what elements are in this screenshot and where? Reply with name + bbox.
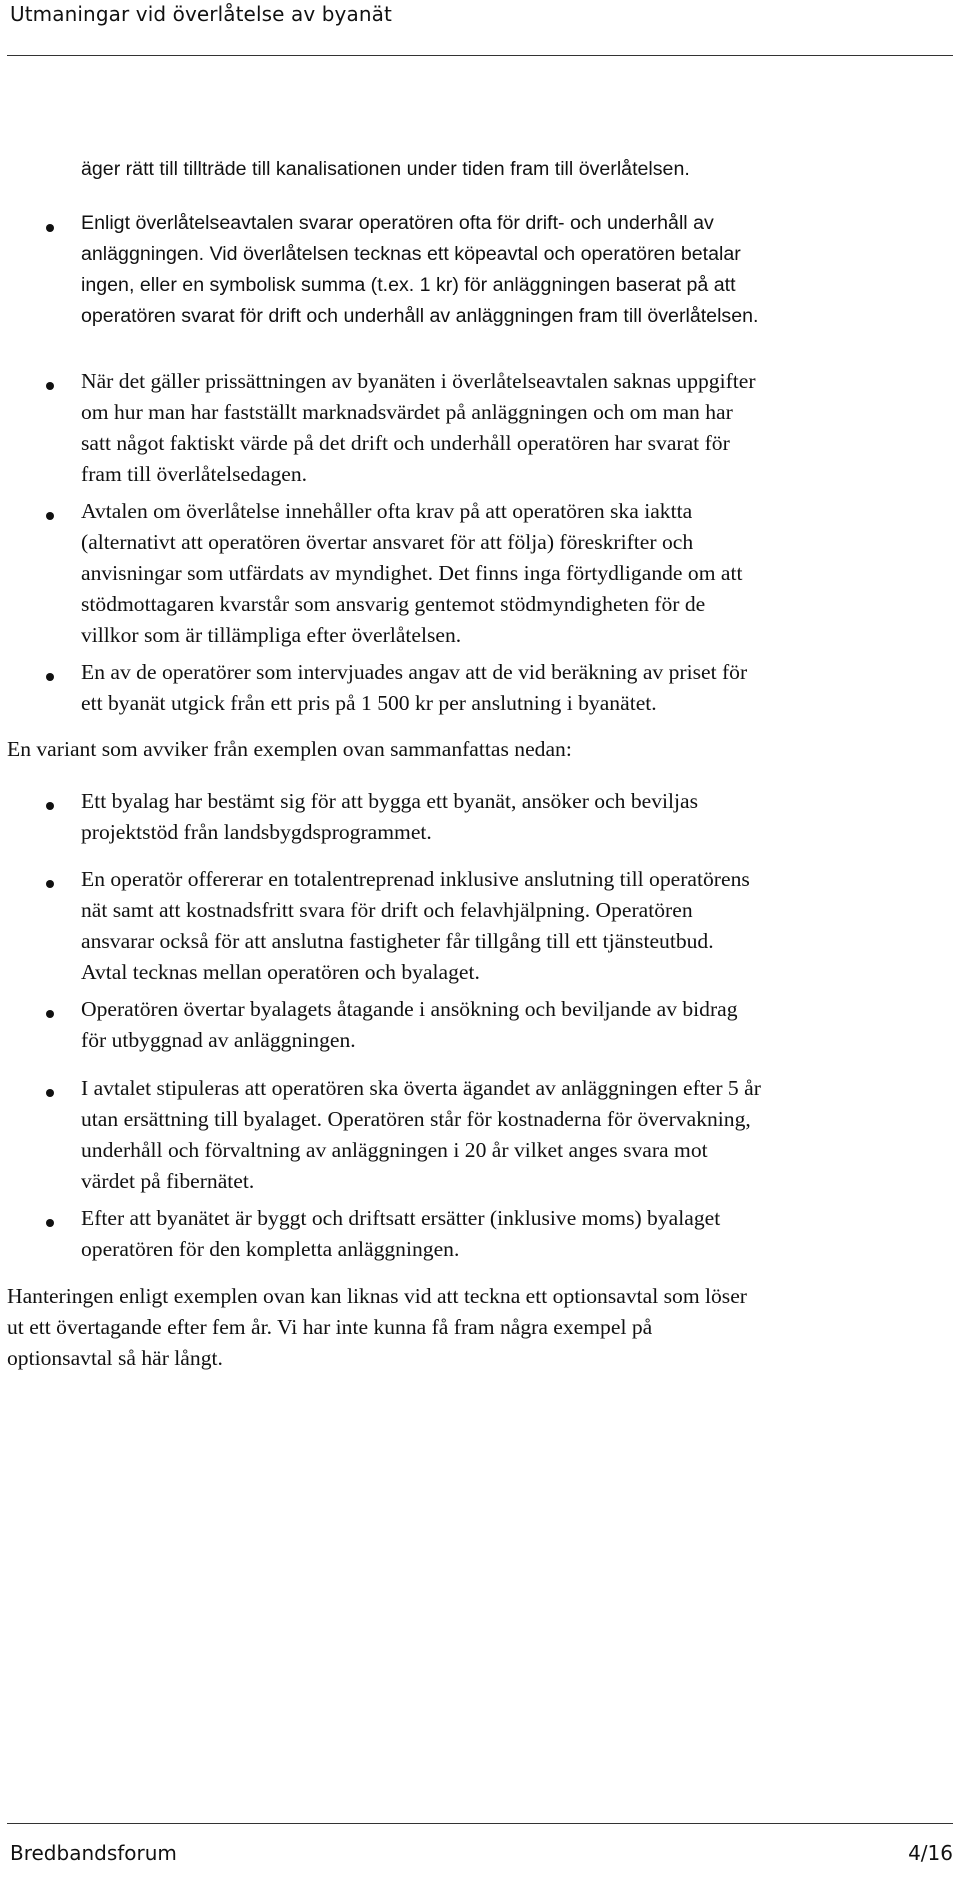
bullet-icon [46, 1089, 54, 1097]
text-line: Operatören övertar byalagets åtagande i ansökning och beviljande av bidrag [81, 997, 738, 1021]
page-footer [7, 1823, 953, 1879]
bullet-icon [46, 802, 54, 810]
text-line: stödmottagaren kvarstår som ansvarig gentemot stödmyndigheten för de [81, 592, 706, 616]
text-line: utan ersättning till byalaget. Operatören står för kostnaderna för övervakning, [81, 1107, 751, 1131]
continuation-paragraph [81, 154, 690, 185]
text-line: anläggningen. Vid överlåtelsen tecknas ett köpeavtal och operatören betalar [81, 243, 741, 265]
text-line: operatören svarat för drift och underhåll av anläggningen fram till överlåtelsen. [81, 305, 759, 327]
page-header [7, 0, 953, 56]
list-item [81, 994, 738, 1056]
bullet-icon [46, 1010, 54, 1018]
text-line: underhåll och förvaltning av anläggningen i 20 år vilket anges svara mot [81, 1138, 708, 1162]
text-line: En av de operatörer som intervjuades angav att de vid beräkning av priset för [81, 660, 748, 684]
text-line: I avtalet stipuleras att operatören ska överta ägandet av anläggningen efter 5 år [81, 1076, 761, 1100]
intro-paragraph [7, 734, 572, 765]
list-item [81, 786, 698, 848]
text-line: ut ett övertagande efter fem år. Vi har inte kunna få fram några exempel på [7, 1315, 653, 1339]
text-line: Avtalen om överlåtelse innehåller ofta krav på att operatören ska iaktta [81, 499, 693, 523]
text-line: En operatör offererar en totalentreprenad inklusive anslutning till operatörens [81, 867, 750, 891]
text-line: ett byanät utgick från ett pris på 1 500 kr per anslutning i byanätet. [81, 691, 657, 715]
list-item [81, 657, 747, 719]
text-line: Enligt överlåtelseavtalen svarar operatören ofta för drift- och underhåll av [81, 212, 714, 234]
text-line: om hur man har fastställt marknadsvärdet på anläggningen och om man har [81, 400, 733, 424]
text-line: satt något faktiskt värde på det drift och underhåll operatören har svarat för [81, 431, 730, 455]
list-item [81, 1203, 720, 1265]
list-item [81, 864, 750, 988]
text-line: Hanteringen enligt exemplen ovan kan liknas vid att teckna ett optionsavtal som löser [7, 1284, 747, 1308]
text-line: operatören för den kompletta anläggningen. [81, 1237, 460, 1261]
text-line: ansvarar också för att anslutna fastigheter får tillgång till ett tjänsteutbud. [81, 929, 714, 953]
text-line: äger rätt till tillträde till kanalisationen under tiden fram till överlåtelsen. [81, 158, 690, 180]
text-line: optionsavtal så här långt. [7, 1346, 223, 1370]
bullet-icon [46, 880, 54, 888]
text-line: värdet på fibernätet. [81, 1169, 255, 1193]
text-line: nät samt att kostnadsfritt svara för drift och felavhjälpning. Operatören [81, 898, 693, 922]
text-line: för utbyggnad av anläggningen. [81, 1028, 356, 1052]
text-line: (alternativt att operatören övertar ansvaret för att följa) föreskrifter och [81, 530, 694, 554]
list-item [81, 366, 756, 490]
text-line: När det gäller prissättningen av byanäten i överlåtelseavtalen saknas uppgifter [81, 369, 756, 393]
text-line: anvisningar som utfärdats av myndighet. Det finns inga förtydligande om att [81, 561, 743, 585]
text-line: ingen, eller en symbolisk summa (t.ex. 1 kr) för anläggningen baserat på att [81, 274, 736, 296]
list-item [81, 208, 758, 332]
footer-organization: Bredbandsforum [10, 1841, 177, 1865]
text-line: Ett byalag har bestämt sig för att bygga ett byanät, ansöker och beviljas [81, 789, 699, 813]
text-line: projektstöd från landsbygdsprogrammet. [81, 820, 432, 844]
list-item [81, 496, 742, 651]
bullet-icon [46, 1219, 54, 1227]
page-number: 4/16 [908, 1841, 953, 1865]
text-line: Efter att byanätet är byggt och driftsatt ersätter (inklusive moms) byalaget [81, 1206, 721, 1230]
bullet-icon [46, 224, 54, 232]
document-title: Utmaningar vid överlåtelse av byanät [10, 2, 392, 26]
text-line: En variant som avviker från exemplen ovan sammanfattas nedan: [7, 737, 572, 761]
bullet-icon [46, 382, 54, 390]
text-line: Avtal tecknas mellan operatören och byalaget. [81, 960, 480, 984]
list-item [81, 1073, 761, 1197]
closing-paragraph [7, 1281, 747, 1374]
bullet-icon [46, 512, 54, 520]
bullet-icon [46, 673, 54, 681]
text-line: villkor som är tillämpliga efter överlåtelsen. [81, 623, 462, 647]
text-line: fram till överlåtelsedagen. [81, 462, 308, 486]
